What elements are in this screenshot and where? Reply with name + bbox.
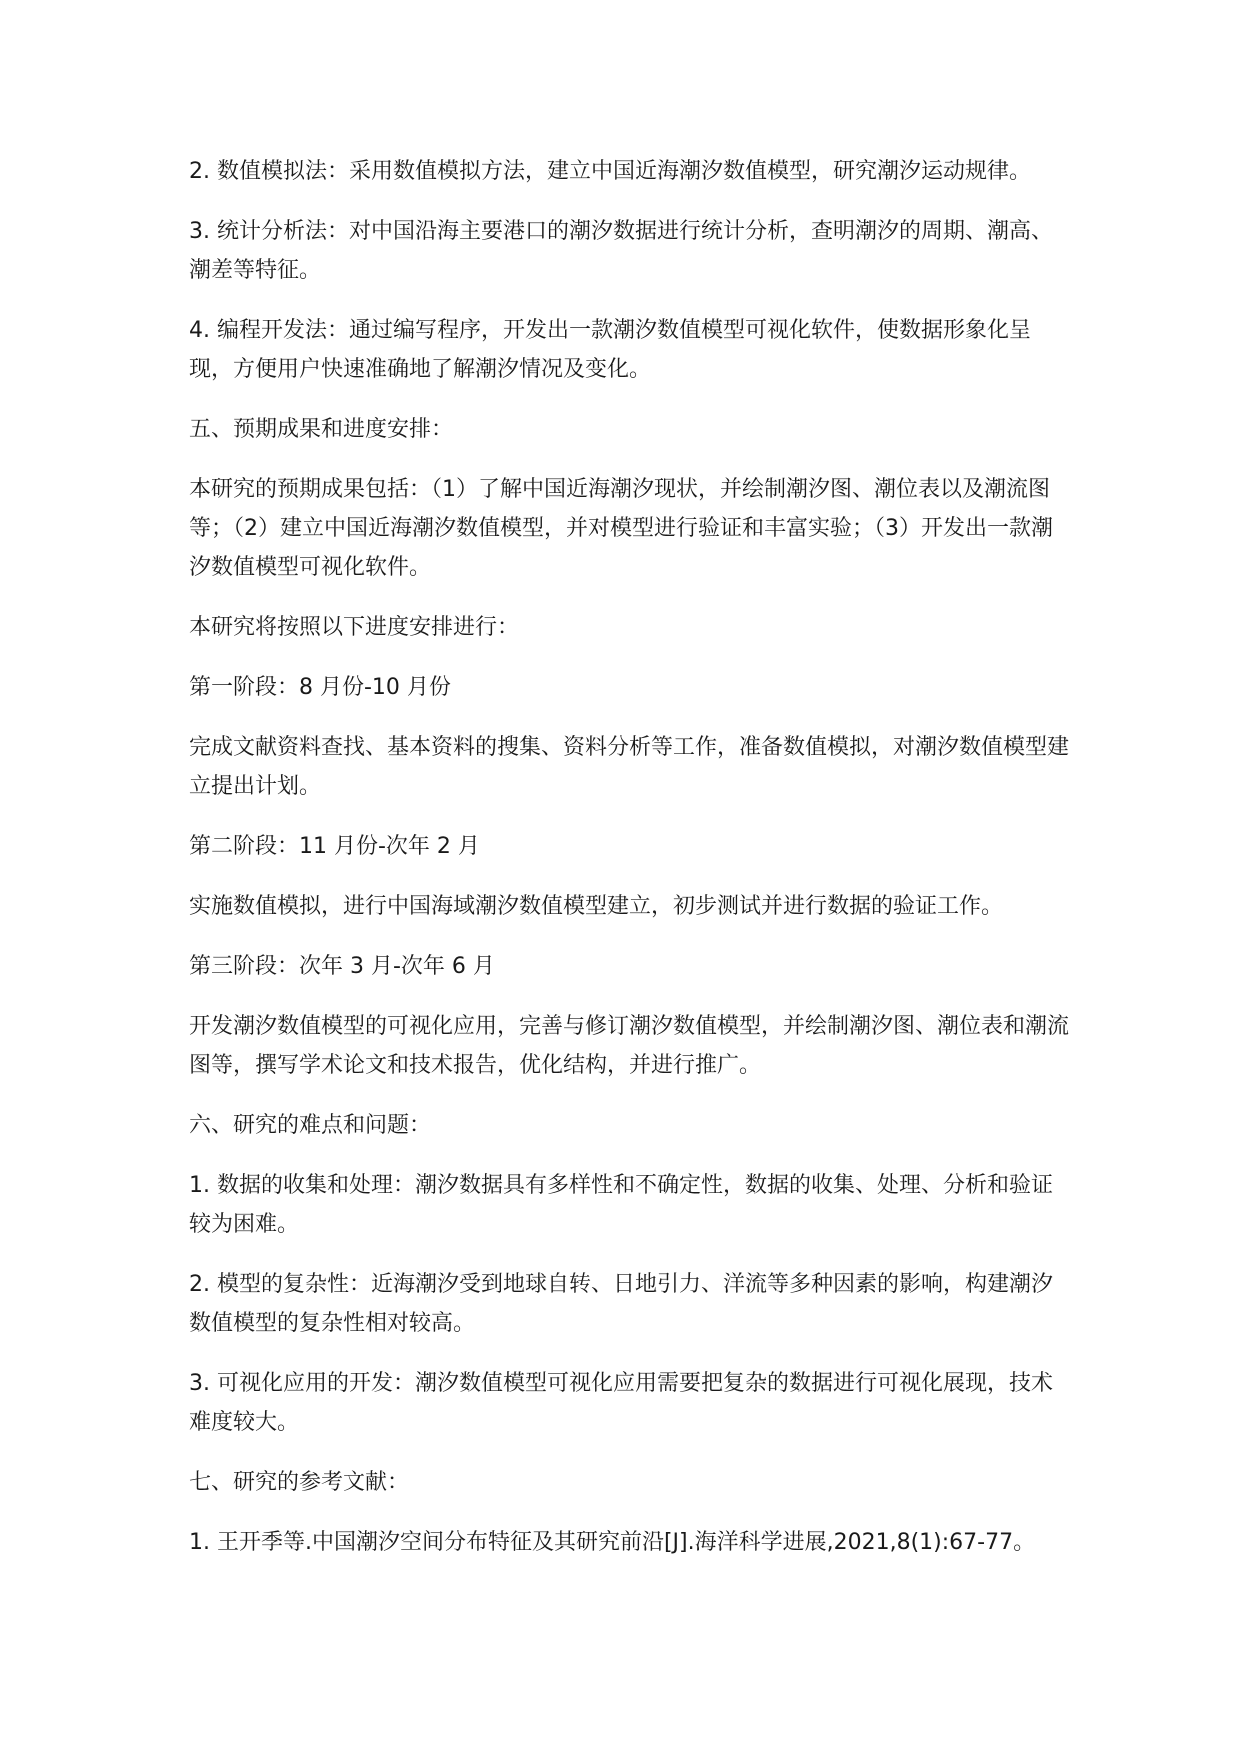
difficulty-data-collection: 1. 数据的收集和处理：潮汐数据具有多样性和不确定性，数据的收集、处理、分析和验证较为困难。 [189,1173,1053,1237]
section-heading-references: 七、研究的参考文献： [189,1470,410,1495]
section-heading-expected-results: 五、预期成果和进度安排： [189,417,454,442]
phase-three-description: 开发潮汐数值模型的可视化应用，完善与修订潮汐数值模型，并绘制潮汐图、潮位表和潮流图等，撰写学术论文和技术报告，优化结构，并进行推广。 [189,1014,1070,1078]
phase-three-heading: 第三阶段：次年 3 月-次年 6 月 [189,954,495,979]
phase-two-description: 实施数值模拟，进行中国海域潮汐数值模型建立，初步测试并进行数据的验证工作。 [189,894,1004,919]
paragraph-method-programming: 4. 编程开发法：通过编写程序，开发出一款潮汐数值模型可视化软件，使数据形象化呈现，方便用户快速准确地了解潮汐情况及变化。 [189,318,1031,382]
paragraph-schedule-intro: 本研究将按照以下进度安排进行： [189,615,520,640]
paragraph-expected-results: 本研究的预期成果包括：（1）了解中国近海潮汐现状，并绘制潮汐图、潮位表以及潮流图等；（2）建立中国近海潮汐数值模型，并对模型进行验证和丰富实验；（3）开发出一款潮汐数值模型可视化软件。 [189,477,1053,580]
difficulty-visualization: 3. 可视化应用的开发：潮汐数值模型可视化应用需要把复杂的数据进行可视化展现，技术难度较大。 [189,1371,1053,1435]
section-heading-difficulties: 六、研究的难点和问题： [189,1113,432,1138]
paragraph-method-statistical-analysis: 3. 统计分析法：对中国沿海主要港口的潮汐数据进行统计分析，查明潮汐的周期、潮高、潮差等特征。 [189,219,1053,283]
phase-one-heading: 第一阶段：8 月份-10 月份 [189,675,451,700]
reference-item: 1. 王开季等.中国潮汐空间分布特征及其研究前沿[J].海洋科学进展,2021,8(1):67-77。 [189,1530,1036,1555]
difficulty-model-complexity: 2. 模型的复杂性：近海潮汐受到地球自转、日地引力、洋流等多种因素的影响，构建潮汐数值模型的复杂性相对较高。 [189,1272,1053,1336]
document-body [189,152,1069,1583]
paragraph-method-numerical-simulation: 2. 数值模拟法：采用数值模拟方法，建立中国近海潮汐数值模型，研究潮汐运动规律。 [189,159,1031,184]
phase-two-heading: 第二阶段：11 月份-次年 2 月 [189,834,480,859]
phase-one-description: 完成文献资料查找、基本资料的搜集、资料分析等工作，准备数值模拟，对潮汐数值模型建立提出计划。 [189,735,1070,799]
